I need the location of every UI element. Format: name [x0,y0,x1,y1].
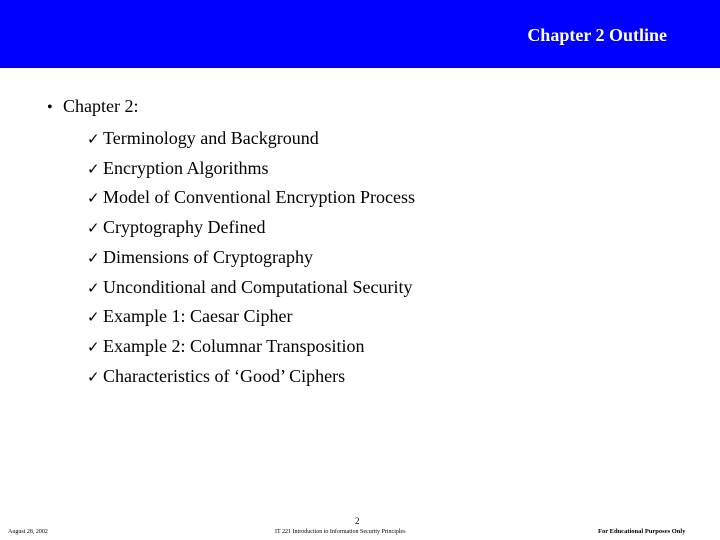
list-item [87,273,415,303]
list-item [87,362,415,392]
footer-course-name: IT 221 Introduction to Information Security Principles [275,529,406,535]
list-item-text: Encryption Algorithms [103,157,269,178]
chapter-bullet [47,94,415,120]
check-icon: ✓ [87,248,100,267]
check-icon: ✓ [87,278,100,297]
list-item-text: Characteristics of ‘Good’ Ciphers [103,365,346,386]
outline-content [47,94,415,391]
check-icon: ✓ [87,367,100,386]
footer-rights-notice: For Educational Purposes Only [598,528,686,535]
list-item-text: Model of Conventional Encryption Process [103,187,415,208]
chapter-heading: Chapter 2: [63,96,139,116]
page-number: 2 [355,516,360,526]
list-item [87,332,415,362]
list-item [87,154,415,184]
check-icon: ✓ [87,159,100,178]
bullet-dot-icon: • [47,99,53,116]
check-icon: ✓ [87,219,100,238]
check-icon: ✓ [87,337,100,356]
list-item [87,124,415,154]
list-item [87,183,415,213]
list-item [87,243,415,273]
check-icon: ✓ [87,130,100,148]
list-item-text: Terminology and Background [103,128,319,148]
list-item [87,213,415,243]
list-item-text: Dimensions of Cryptography [103,246,313,267]
slide-title: Chapter 2 Outline [527,25,667,45]
footer-date: August 28, 2002 [8,529,48,535]
header-bar [0,0,720,68]
list-item-text: Unconditional and Computational Security [103,276,413,297]
list-item-text: Cryptography Defined [103,217,266,238]
list-item [87,302,415,332]
list-item-text: Example 1: Caesar Cipher [103,306,293,327]
outline-list [87,124,415,391]
check-icon: ✓ [87,189,100,208]
check-icon: ✓ [87,308,100,327]
list-item-text: Example 2: Columnar Transposition [103,335,365,356]
